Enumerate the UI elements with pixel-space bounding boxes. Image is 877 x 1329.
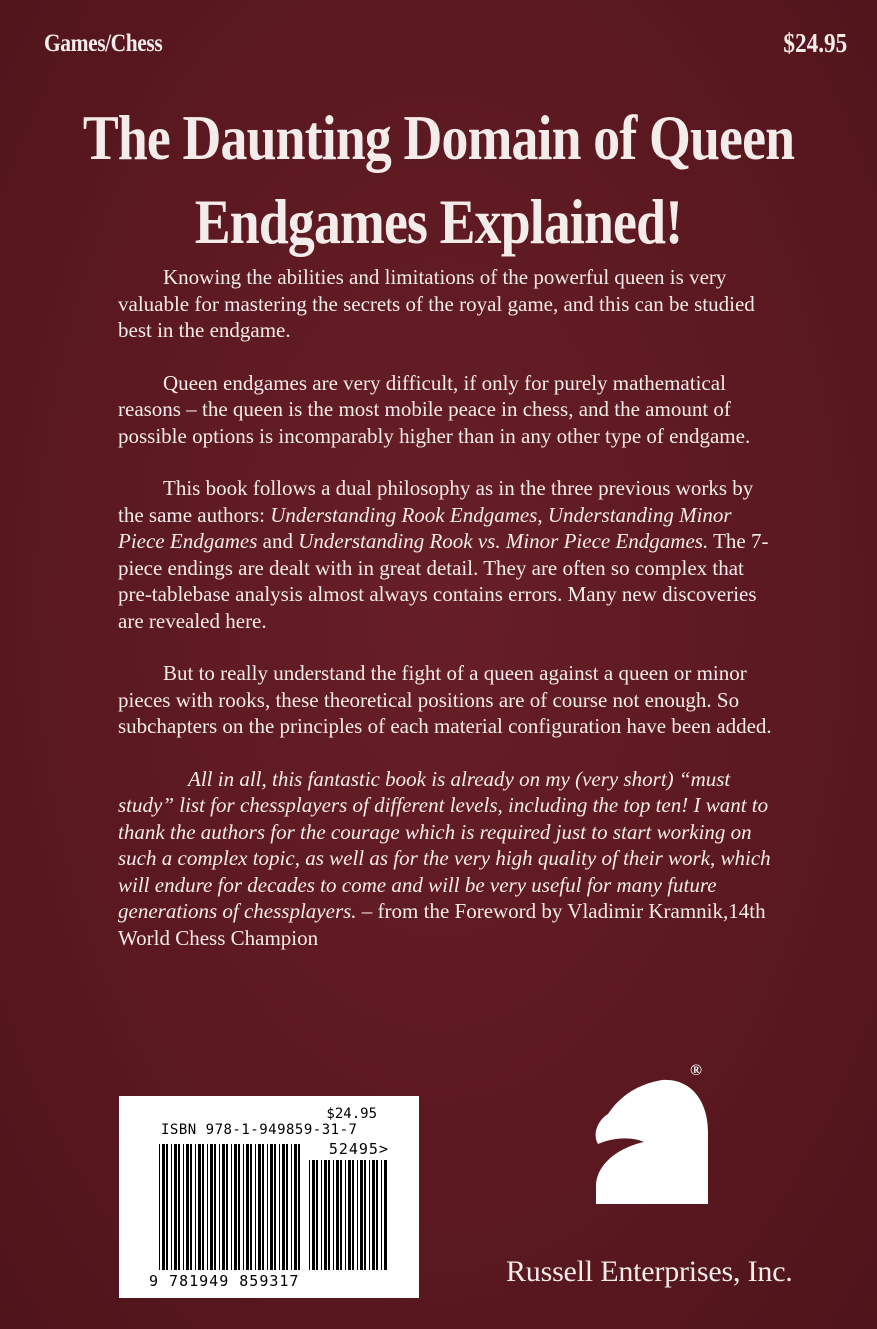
book-title-2: Understanding Minor Piece Endgames — [118, 502, 732, 553]
book-title-1: Understanding Rook Endgames — [270, 502, 538, 527]
quote-attribution: – from the Foreword by Vladimir Kramnik,14th World Chess Champion — [118, 899, 766, 950]
isbn-number: ISBN 978-1-949859-31-7 — [161, 1122, 358, 1138]
barcode-digits: 9 781949 859317 — [149, 1272, 300, 1290]
paragraph-2: Queen endgames are very difficult, if only for purely mathematical reasons – the queen is the most mobile peace in chess, and the amount of possible options is incomparably higher than in any other type of endgame. — [118, 370, 751, 448]
book-title-3: Understanding Rook vs. Minor Piece Endgames. — [298, 529, 709, 553]
knight-icon — [586, 1066, 716, 1216]
quote-text: All in all, this fantastic book is already on my (very short) “must study” list for chessplayers of different levels, including the top ten! I want to thank the authors for the courage which is required just to start working on such a complex topic, as well as for the very high quality of their work, which will endure for decades to come and will be very useful for many future generations of chessplayers. — [118, 766, 771, 923]
registered-mark: ® — [690, 1062, 702, 1079]
headline-line-2: Endgames Explained! — [194, 186, 683, 257]
paragraph-3-text-d: The 7-piece endings are dealt with in great detail. They are often so complex that pre-tablebase analysis almost always contains errors. Many new discoveries are revealed here. — [118, 529, 769, 633]
barcode-price: $24.95 — [326, 1106, 377, 1122]
price-label: $24.95 — [783, 28, 847, 58]
paragraph-3-text-b: , — [537, 502, 548, 527]
paragraph-1: Knowing the abilities and limitations of the powerful queen is very valuable for mastering the secrets of the royal game, and this can be studied best in the endgame. — [118, 265, 755, 342]
category-label: Games/Chess — [44, 30, 163, 57]
publisher-name: Russell Enterprises, Inc. — [506, 1255, 793, 1288]
headline-line-1: The Daunting Domain of Queen — [82, 102, 795, 173]
paragraph-4: But to really understand the fight of a queen against a queen or minor pieces with rooks, these theoretical positions are of course not enough. So subchapters on the principles of each material configuration have been added. — [118, 661, 772, 738]
headline — [0, 96, 877, 264]
paragraph-3-text-a: This book follows a dual philosophy as in the three previous works by the same authors: — [118, 476, 754, 527]
foreword-quote — [118, 766, 778, 952]
blurb — [118, 264, 778, 977]
paragraph-3-text-c: and — [257, 529, 299, 553]
addon-barcode — [309, 1160, 387, 1270]
ean-barcode — [159, 1144, 304, 1274]
price-addon-code: 52495> — [328, 1140, 389, 1158]
publisher-logo — [586, 1062, 716, 1216]
paragraph-3 — [118, 475, 778, 634]
barcode-label — [119, 1096, 419, 1298]
